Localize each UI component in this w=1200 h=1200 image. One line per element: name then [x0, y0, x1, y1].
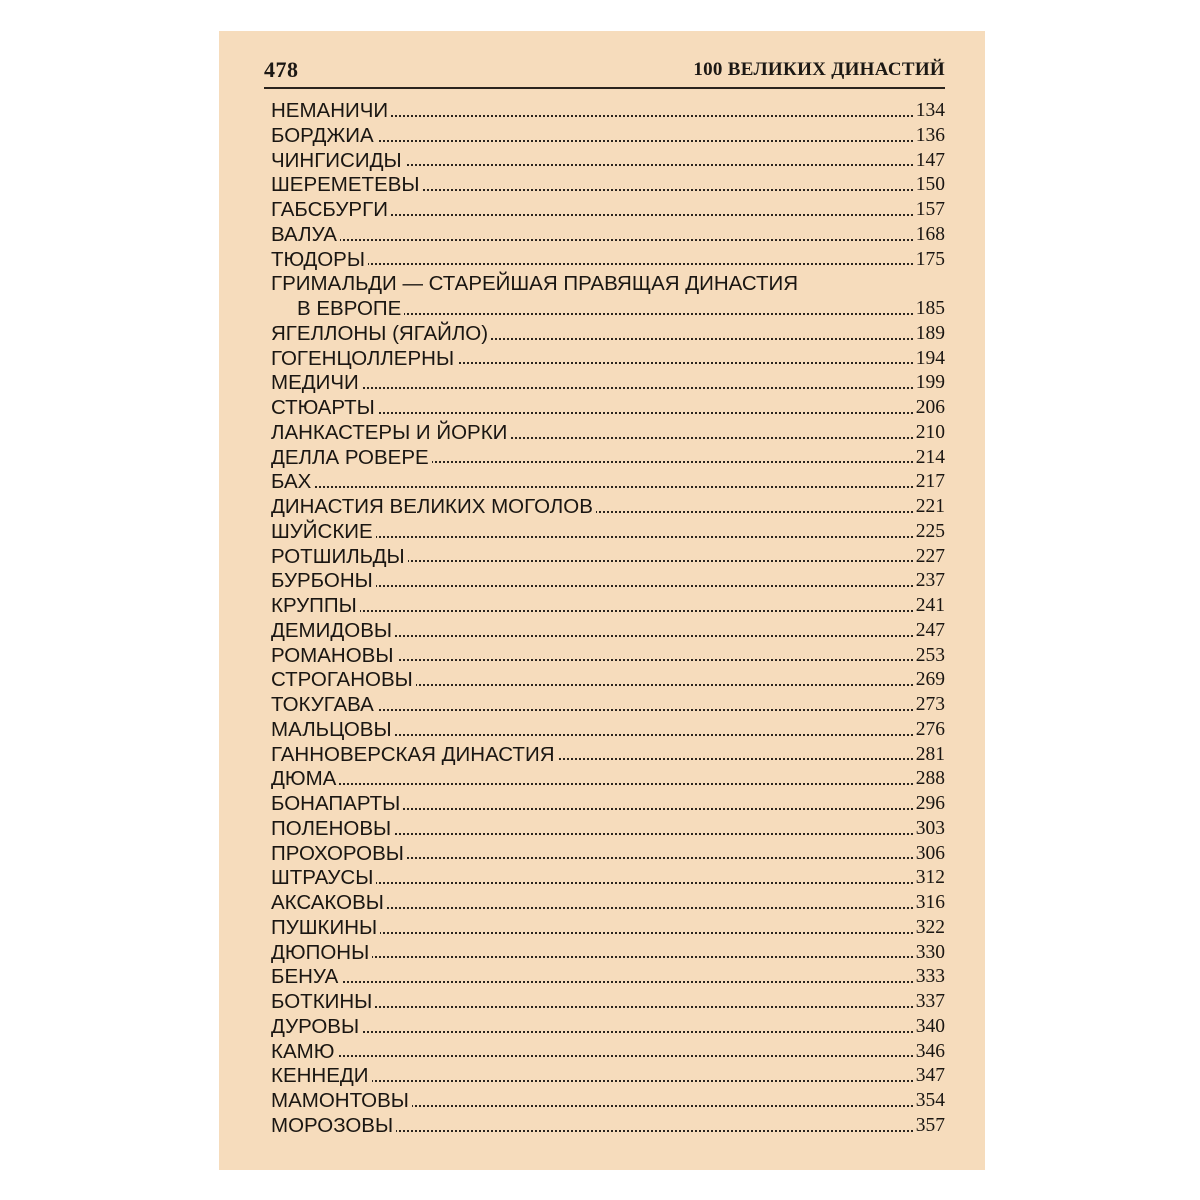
toc-entry-title: РОТШИЛЬДЫ — [271, 545, 408, 570]
toc-entry — [271, 1114, 945, 1139]
header-rule — [264, 87, 945, 89]
toc-entry — [271, 149, 945, 174]
toc-entry-title: ГАННОВЕРСКАЯ ДИНАСТИЯ — [271, 743, 558, 768]
toc-entry-page: 175 — [913, 248, 945, 273]
toc-entry-page: 306 — [913, 842, 945, 867]
toc-entry-title: ДИНАСТИЯ ВЕЛИКИХ МОГОЛОВ — [271, 495, 596, 520]
toc-entry-title: АКСАКОВЫ — [271, 891, 387, 916]
toc-entry — [271, 371, 945, 396]
dot-leader — [271, 387, 945, 389]
toc-entry-title: МЕДИЧИ — [271, 371, 362, 396]
toc-entry-page: 147 — [913, 149, 945, 174]
toc-entry-page: 214 — [913, 446, 945, 471]
toc-entry-page: 288 — [913, 767, 945, 792]
toc-entry — [271, 520, 945, 545]
toc-entry-page: 168 — [913, 223, 945, 248]
toc-entry — [271, 173, 945, 198]
toc-entry — [271, 941, 945, 966]
toc-entry-page: 281 — [913, 743, 945, 768]
toc-entry-title-continuation: В ЕВРОПЕ — [271, 297, 404, 322]
toc-entry-page: 316 — [913, 891, 945, 916]
toc-entry-page: 185 — [913, 297, 945, 322]
toc-entry-title: МАЛЬЦОВЫ — [271, 718, 395, 743]
toc-entry-title: СТЮАРТЫ — [271, 396, 378, 421]
toc-entry-title: БОТКИНЫ — [271, 990, 375, 1015]
toc-entry-title: ПРОХОРОВЫ — [271, 842, 407, 867]
toc-entry — [271, 1015, 945, 1040]
toc-entry-title: МАМОНТОВЫ — [271, 1089, 412, 1114]
toc-entry-title: ДЕЛЛА РОВЕРЕ — [271, 446, 432, 471]
book-page — [219, 31, 985, 1170]
toc-entry-title: ЯГЕЛЛОНЫ (ЯГАЙЛО) — [271, 322, 491, 347]
toc-entry — [271, 644, 945, 669]
toc-entry-title — [271, 272, 801, 322]
toc-entry — [271, 248, 945, 273]
toc-entry-title: ЧИНГИСИДЫ — [271, 149, 405, 174]
toc-entry — [271, 124, 945, 149]
toc-entry-title: ЛАНКАСТЕРЫ И ЙОРКИ — [271, 421, 510, 446]
toc-entry-page: 322 — [913, 916, 945, 941]
toc-entry-title: КРУППЫ — [271, 594, 360, 619]
toc-entry-title: ШЕРЕМЕТЕВЫ — [271, 173, 423, 198]
dot-leader — [271, 1055, 945, 1057]
toc-entry — [271, 470, 945, 495]
toc-entry — [271, 223, 945, 248]
toc-entry — [271, 990, 945, 1015]
toc-entry — [271, 668, 945, 693]
toc-entry — [271, 619, 945, 644]
toc-entry-title: ПОЛЕНОВЫ — [271, 817, 394, 842]
toc-entry-title: СТРОГАНОВЫ — [271, 668, 416, 693]
toc-entry-title: ШТРАУСЫ — [271, 866, 376, 891]
toc-entry-title: БОРДЖИА — [271, 124, 377, 149]
toc-entry-page: 269 — [913, 668, 945, 693]
toc-entry — [271, 495, 945, 520]
toc-entry-title: БЕНУА — [271, 965, 341, 990]
toc-entry-title: РОМАНОВЫ — [271, 644, 397, 669]
dot-leader — [271, 1031, 945, 1033]
toc-entry-title: ДЮМА — [271, 767, 339, 792]
toc-entry-title: ВАЛУА — [271, 223, 340, 248]
toc-entry-page: 276 — [913, 718, 945, 743]
toc-entry — [271, 817, 945, 842]
toc-entry — [271, 198, 945, 223]
dot-leader — [271, 981, 945, 983]
running-head — [264, 57, 945, 85]
dot-leader — [271, 263, 945, 265]
toc-entry-title: КЕННЕДИ — [271, 1064, 372, 1089]
toc-entry-page: 303 — [913, 817, 945, 842]
toc-entry — [271, 866, 945, 891]
toc-entry-page: 150 — [913, 173, 945, 198]
toc-entry-page: 312 — [913, 866, 945, 891]
toc-entry — [271, 99, 945, 124]
toc-entry — [271, 347, 945, 372]
toc-entry — [271, 743, 945, 768]
toc-entry-page: 253 — [913, 644, 945, 669]
toc-entry-page: 354 — [913, 1089, 945, 1114]
table-of-contents — [271, 99, 945, 1139]
dot-leader — [271, 610, 945, 612]
toc-entry-page: 221 — [913, 495, 945, 520]
book-title: 100 ВЕЛИКИХ ДИНАСТИЙ — [693, 59, 945, 80]
toc-entry — [271, 1089, 945, 1114]
toc-entry — [271, 322, 945, 347]
toc-entry-title: ГОГЕНЦОЛЛЕРНЫ — [271, 347, 457, 372]
toc-entry-title-line: ГРИМАЛЬДИ — СТАРЕЙШАЯ ПРАВЯЩАЯ ДИНАСТИЯ — [271, 272, 799, 296]
toc-entry-page: 346 — [913, 1040, 945, 1065]
toc-entry-title: ДЮПОНЫ — [271, 941, 372, 966]
toc-entry-title: ДЕМИДОВЫ — [271, 619, 395, 644]
toc-entry-page: 247 — [913, 619, 945, 644]
toc-entry-page: 189 — [913, 322, 945, 347]
toc-entry-title: БАХ — [271, 470, 314, 495]
dot-leader — [271, 486, 945, 488]
toc-entry-page: 199 — [913, 371, 945, 396]
toc-entry-page: 333 — [913, 965, 945, 990]
toc-entry — [271, 594, 945, 619]
toc-entry-title: МОРОЗОВЫ — [271, 1114, 396, 1139]
toc-entry — [271, 792, 945, 817]
toc-entry-page: 157 — [913, 198, 945, 223]
dot-leader — [271, 783, 945, 785]
toc-entry — [271, 916, 945, 941]
toc-entry — [271, 965, 945, 990]
toc-entry-page: 194 — [913, 347, 945, 372]
toc-entry-page: 217 — [913, 470, 945, 495]
toc-entry-page: 227 — [913, 545, 945, 570]
toc-entry-page: 296 — [913, 792, 945, 817]
toc-entry-title: ГАБСБУРГИ — [271, 198, 391, 223]
toc-entry-page: 340 — [913, 1015, 945, 1040]
toc-entry — [271, 693, 945, 718]
toc-entry — [271, 718, 945, 743]
toc-entry-page: 225 — [913, 520, 945, 545]
toc-entry-title: ДУРОВЫ — [271, 1015, 362, 1040]
page-number: 478 — [264, 57, 299, 82]
toc-entry-title: БОНАПАРТЫ — [271, 792, 403, 817]
dot-leader — [271, 239, 945, 241]
toc-entry-page: 273 — [913, 693, 945, 718]
toc-entry — [271, 842, 945, 867]
toc-entry-title: ТЮДОРЫ — [271, 248, 368, 273]
toc-entry-title: ТОКУГАВА — [271, 693, 377, 718]
toc-entry-title: НЕМАНИЧИ — [271, 99, 391, 124]
toc-entry-page: 206 — [913, 396, 945, 421]
toc-entry-page: 347 — [913, 1064, 945, 1089]
toc-entry-title: БУРБОНЫ — [271, 569, 376, 594]
toc-entry-title: ПУШКИНЫ — [271, 916, 380, 941]
toc-entry-page: 210 — [913, 421, 945, 446]
toc-entry-page: 330 — [913, 941, 945, 966]
toc-entry-page: 357 — [913, 1114, 945, 1139]
toc-entry — [271, 396, 945, 421]
toc-entry-page: 241 — [913, 594, 945, 619]
toc-entry — [271, 421, 945, 446]
toc-entry — [271, 891, 945, 916]
toc-entry-page: 136 — [913, 124, 945, 149]
toc-entry — [271, 446, 945, 471]
toc-entry — [271, 272, 945, 322]
toc-entry-title: КАМЮ — [271, 1040, 337, 1065]
toc-entry — [271, 1040, 945, 1065]
toc-entry-page: 237 — [913, 569, 945, 594]
toc-entry — [271, 545, 945, 570]
toc-entry — [271, 1064, 945, 1089]
toc-entry — [271, 569, 945, 594]
toc-entry-page: 134 — [913, 99, 945, 124]
toc-entry-page: 337 — [913, 990, 945, 1015]
dot-leader — [271, 1080, 945, 1082]
toc-entry-title: ШУЙСКИЕ — [271, 520, 376, 545]
toc-entry — [271, 767, 945, 792]
